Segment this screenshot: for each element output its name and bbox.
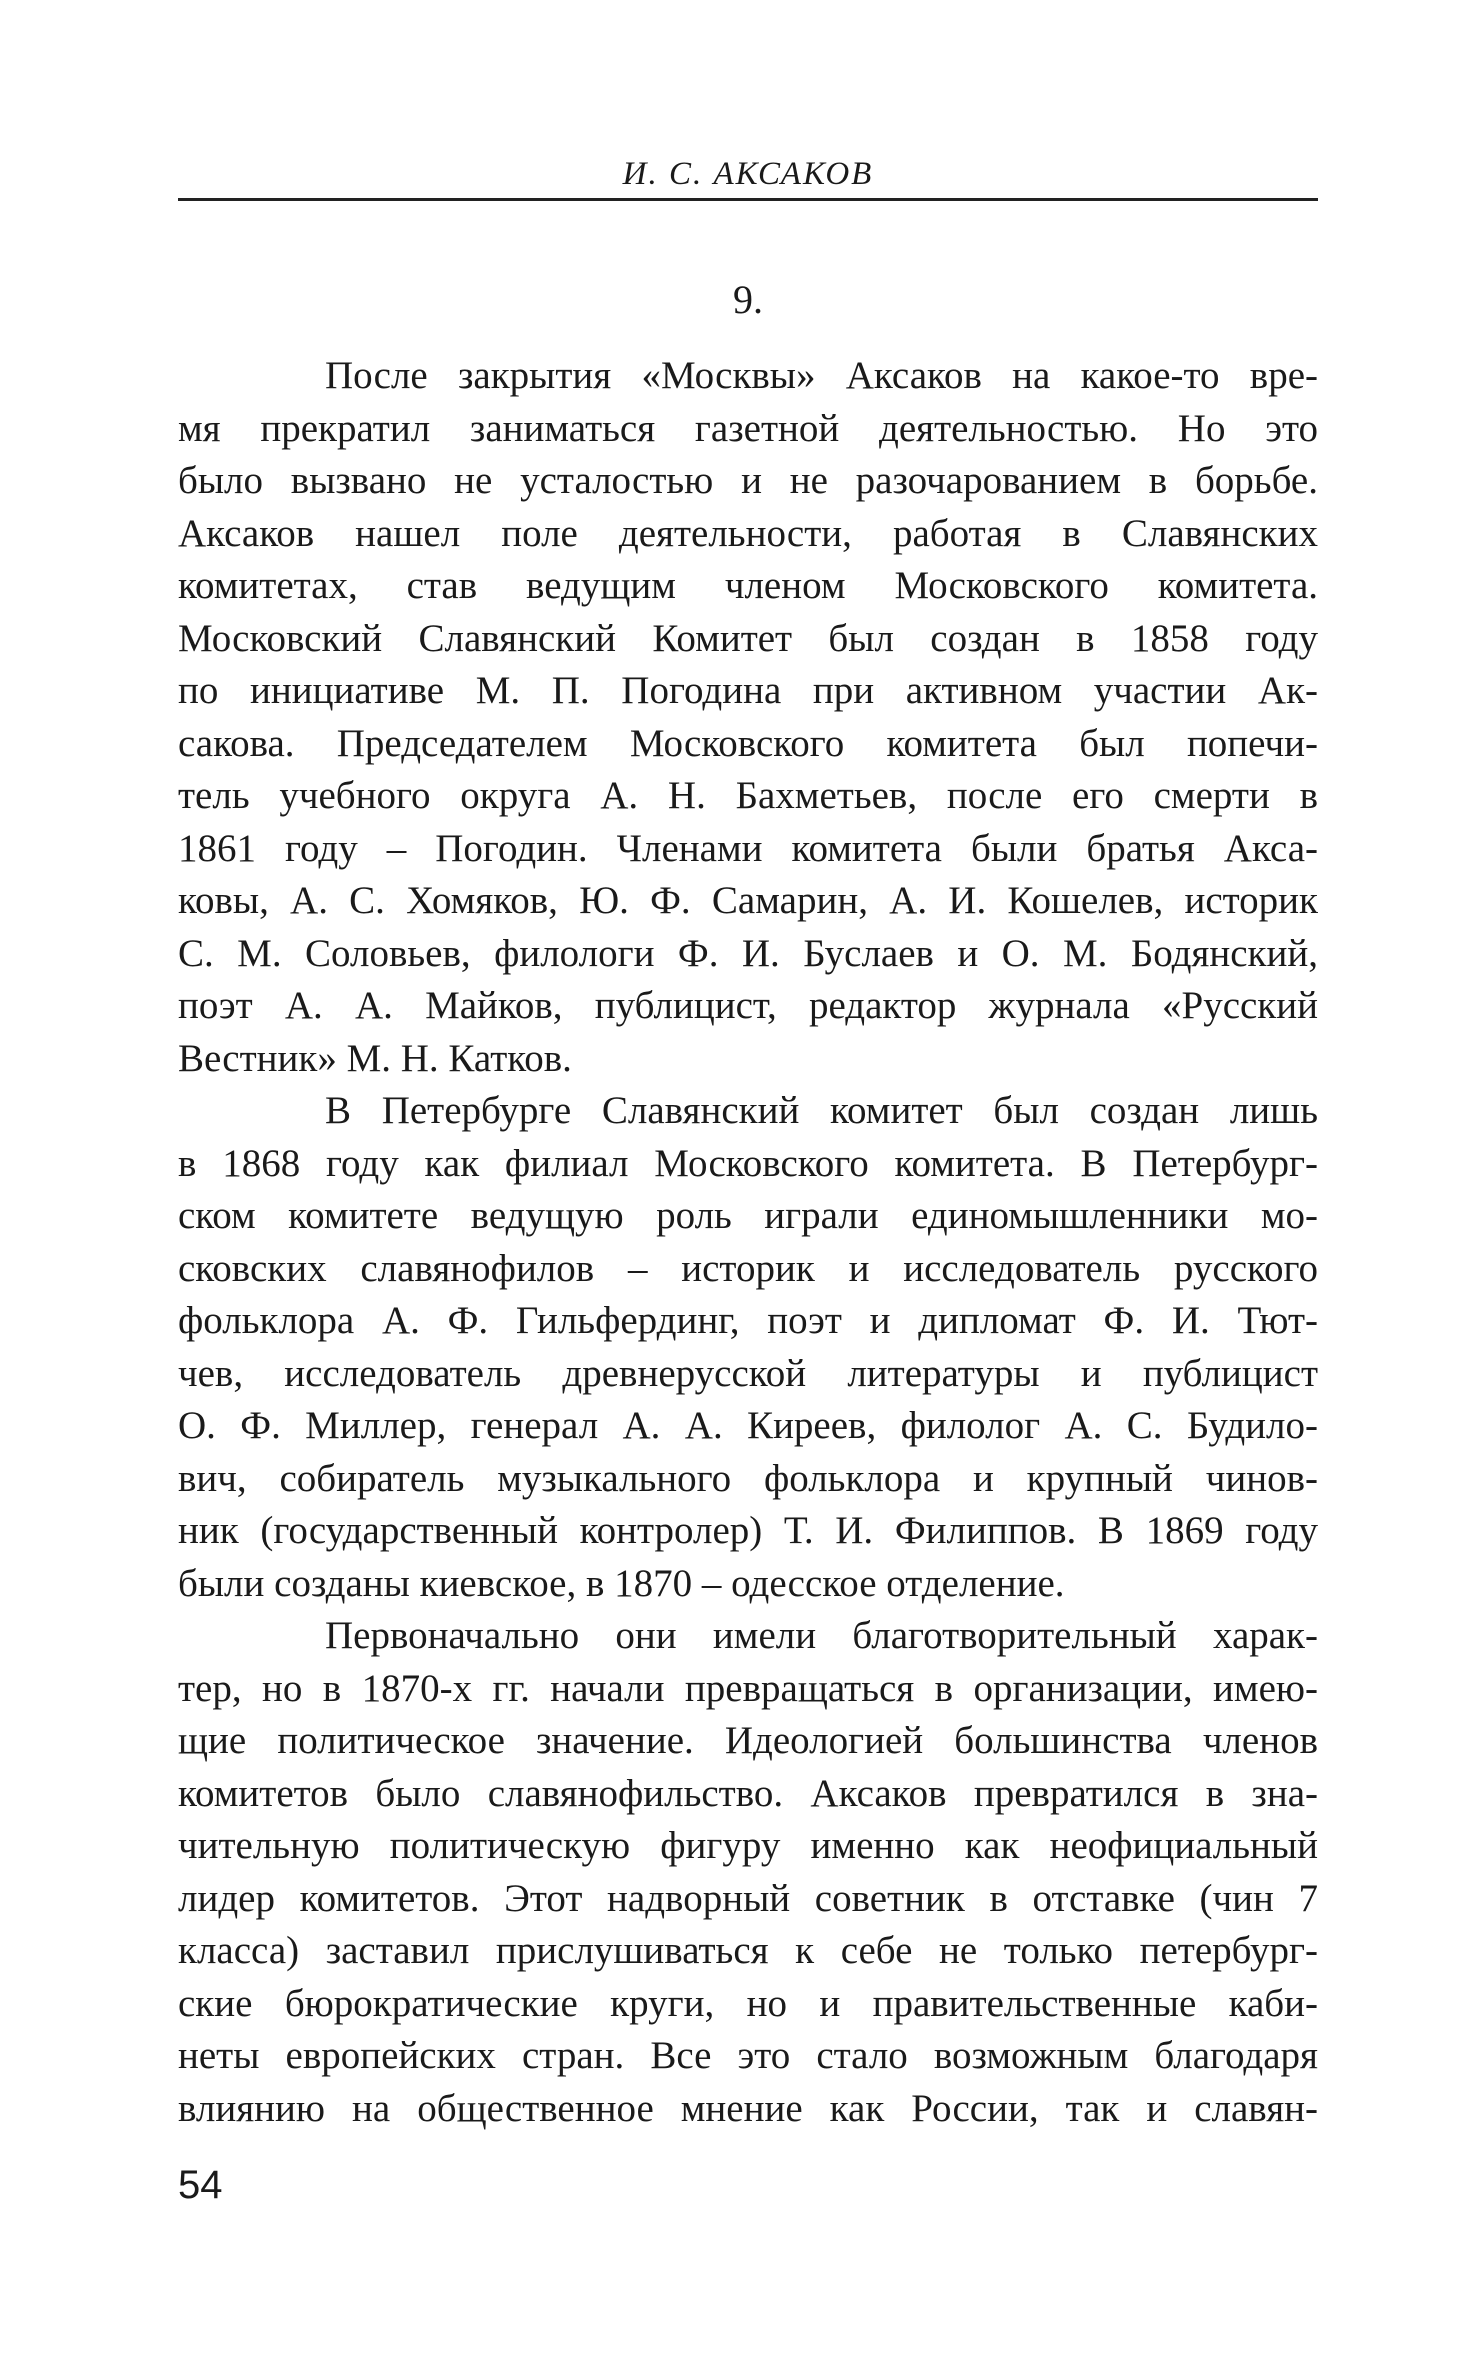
text-line: ковы, А. С. Хомяков, Ю. Ф. Самарин, А. И. Кошелев, историк [178,879,1318,922]
text-line: вич, собиратель музыкального фольклора и крупный чинов- [178,1456,1318,1500]
text-line: сковских славянофилов – историк и исследователь русского [178,1246,1318,1290]
text-line: ском комитете ведущую роль играли единомышленники мо- [178,1194,1318,1237]
text-line: класса) заставил прислушиваться к себе не только петербург- [178,1929,1318,1972]
text-line: комитетов было славянофильство. Аксаков превратился в зна- [178,1771,1318,1815]
text-line: Аксаков нашел поле деятельности, работая в Славянских [178,511,1318,555]
text-line: неты европейских стран. Все это стало возможным благодаря [178,2034,1318,2077]
text-line: в 1868 году как филиал Московского комитета. В Петербург- [178,1141,1318,1185]
text-line: мя прекратил заниматься газетной деятельностью. Но это [178,406,1318,450]
text-line: ник (государственный контролер) Т. И. Филиппов. В 1869 году [178,1509,1318,1552]
text-line: поэт А. А. Майков, публицист, редактор журнала «Русский [178,984,1318,1027]
text-line: чев, исследователь древнерусской литературы и публицист [178,1351,1318,1395]
text-line: тер, но в 1870-х гг. начали превращаться в организации, имею- [178,1666,1318,1710]
text-line: С. М. Соловьев, филологи Ф. И. Буслаев и О. М. Бодянский, [178,931,1318,975]
text-line: по инициативе М. П. Погодина при активном участии Ак- [178,669,1318,712]
text-line: фольклора А. Ф. Гильфердинг, поэт и дипломат Ф. И. Тют- [178,1299,1318,1342]
text-line: О. Ф. Миллер, генерал А. А. Киреев, филолог А. С. Будило- [178,1404,1318,1447]
text-line: чительную политическую фигуру именно как неофициальный [178,1824,1318,1867]
text-line: Вестник» М. Н. Катков. [178,1036,572,1080]
body-text [178,350,1318,2135]
text-line: щие политическое значение. Идеологией большинства членов [178,1719,1318,1762]
text-line: комитетах, став ведущим членом Московского комитета. [178,564,1318,607]
page-number: 54 [178,2163,223,2207]
text-line: 1861 году – Погодин. Членами комитета были братья Акса- [178,826,1318,870]
text-line: тель учебного округа А. Н. Бахметьев, после его смерти в [178,774,1318,817]
text-line: сакова. Председателем Московского комитета был попечи- [178,721,1318,765]
text-line: были созданы киевское, в 1870 – одесское отделение. [178,1561,1065,1605]
text-line: Московский Славянский Комитет был создан в 1858 году [178,616,1318,660]
text-line: Первоначально они имели благотворительный харак- [325,1614,1318,1657]
text-line: После закрытия «Москвы» Аксаков на какое-то вре- [325,354,1318,397]
running-head: И. С. АКСАКОВ [178,150,1318,201]
section-number: 9. [733,277,763,322]
text-line: лидер комитетов. Этот надворный советник в отставке (чин 7 [178,1876,1318,1920]
text-line: было вызвано не усталостью и не разочарованием в борьбе. [178,459,1318,502]
text-line: влиянию на общественное мнение как России, так и славян- [178,2086,1318,2130]
text-line: ские бюрократические круги, но и правительственные каби- [178,1981,1318,2025]
text-line: В Петербурге Славянский комитет был создан лишь [325,1089,1318,1132]
